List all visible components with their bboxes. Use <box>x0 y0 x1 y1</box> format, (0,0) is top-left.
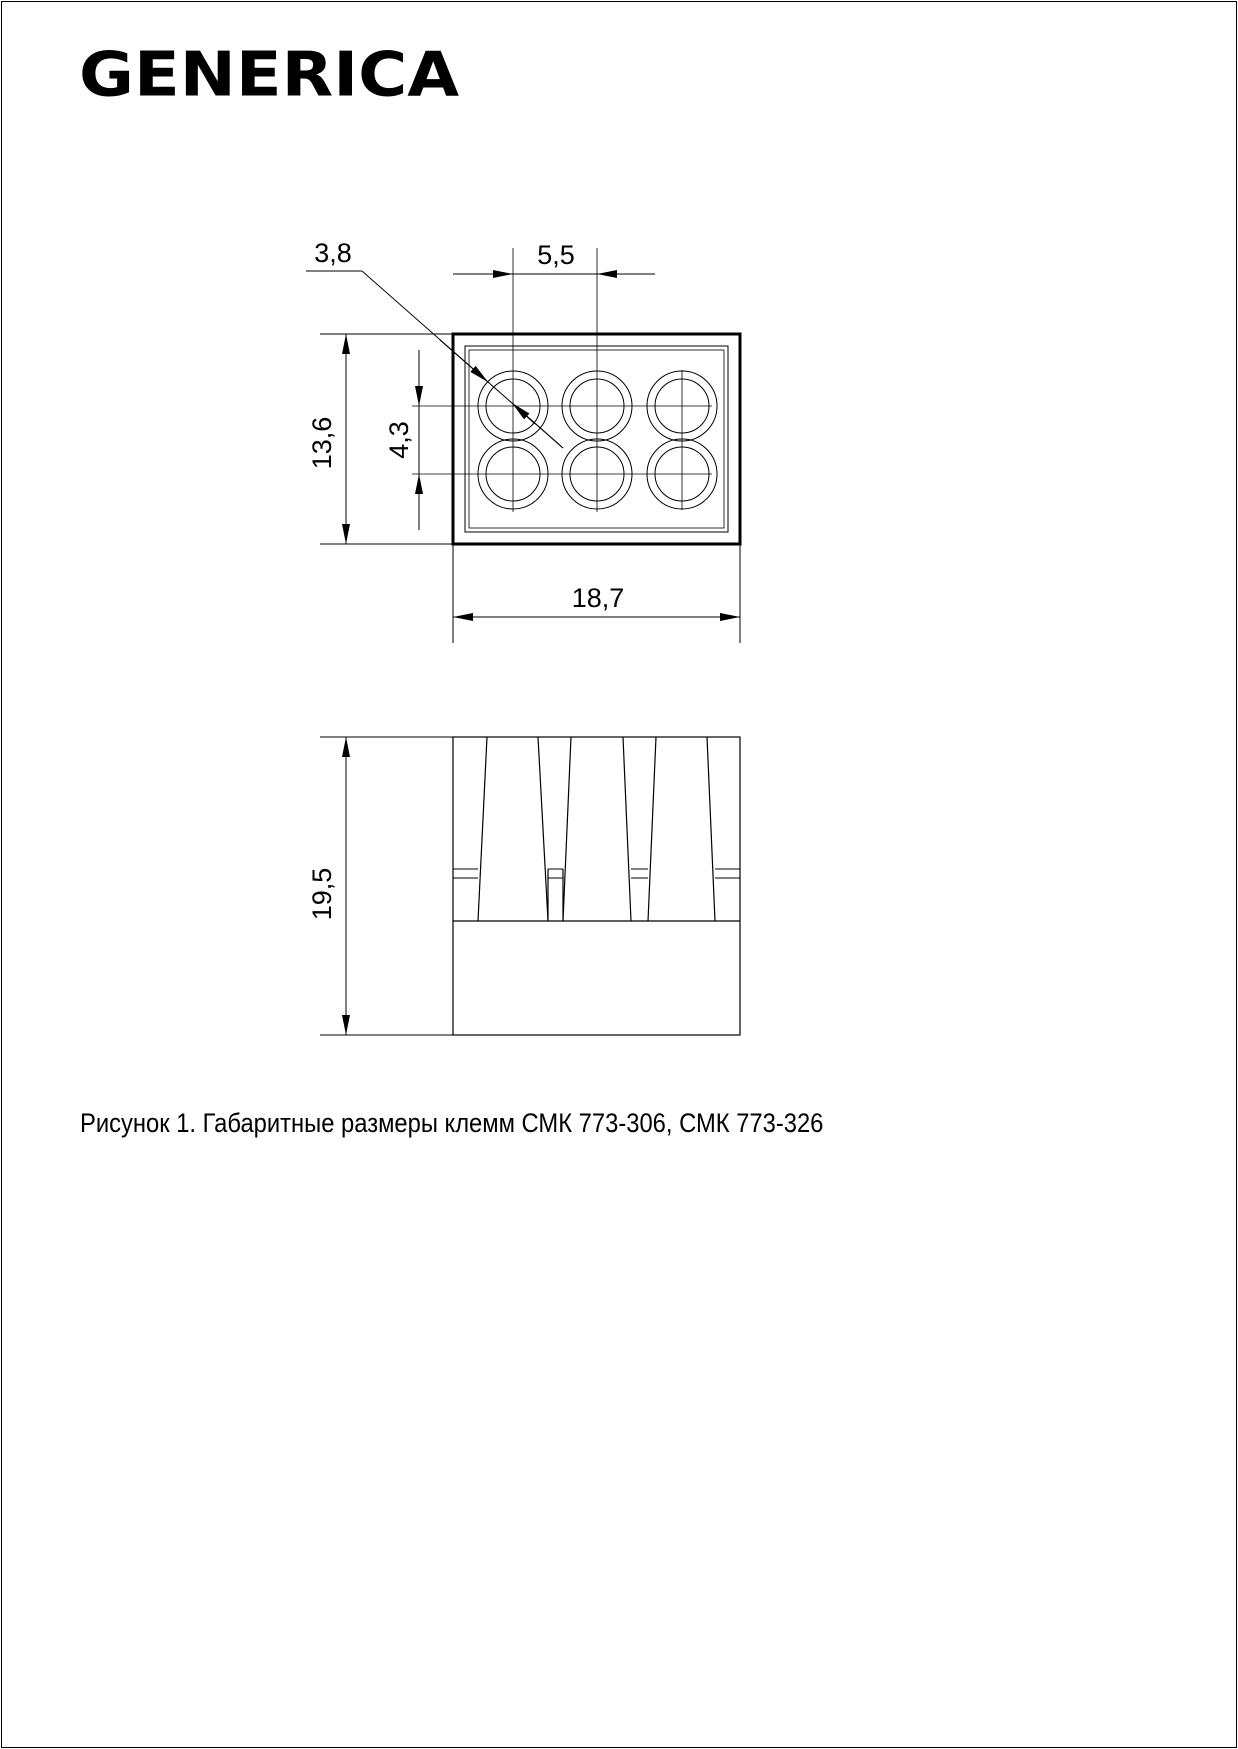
dimension-hole-pitch-y <box>384 350 419 530</box>
label-height-top: 13,6 <box>307 416 337 470</box>
figure-caption: Рисунок 1. Габаритные размеры клемм СМК 773-306, СМК 773-326 <box>80 1108 824 1138</box>
dimension-hole-pitch-x <box>453 240 655 274</box>
wire-channels <box>478 737 715 921</box>
side-housing-outline <box>453 737 740 1035</box>
dimension-height-top <box>307 334 453 544</box>
label-width: 18,7 <box>571 583 625 613</box>
label-hole-pitch-x: 5,5 <box>537 240 575 270</box>
company-logo: GENERICA <box>79 38 460 111</box>
label-hole-diameter: 3,8 <box>314 238 352 268</box>
dimension-height-side <box>307 737 453 1035</box>
dimension-width <box>453 544 740 643</box>
side-view <box>307 737 740 1035</box>
wire-holes <box>478 371 717 509</box>
label-height-side: 19,5 <box>307 867 337 921</box>
label-hole-pitch-y: 4,3 <box>384 421 414 459</box>
dimension-hole-diameter <box>306 238 563 448</box>
top-view <box>306 238 740 643</box>
